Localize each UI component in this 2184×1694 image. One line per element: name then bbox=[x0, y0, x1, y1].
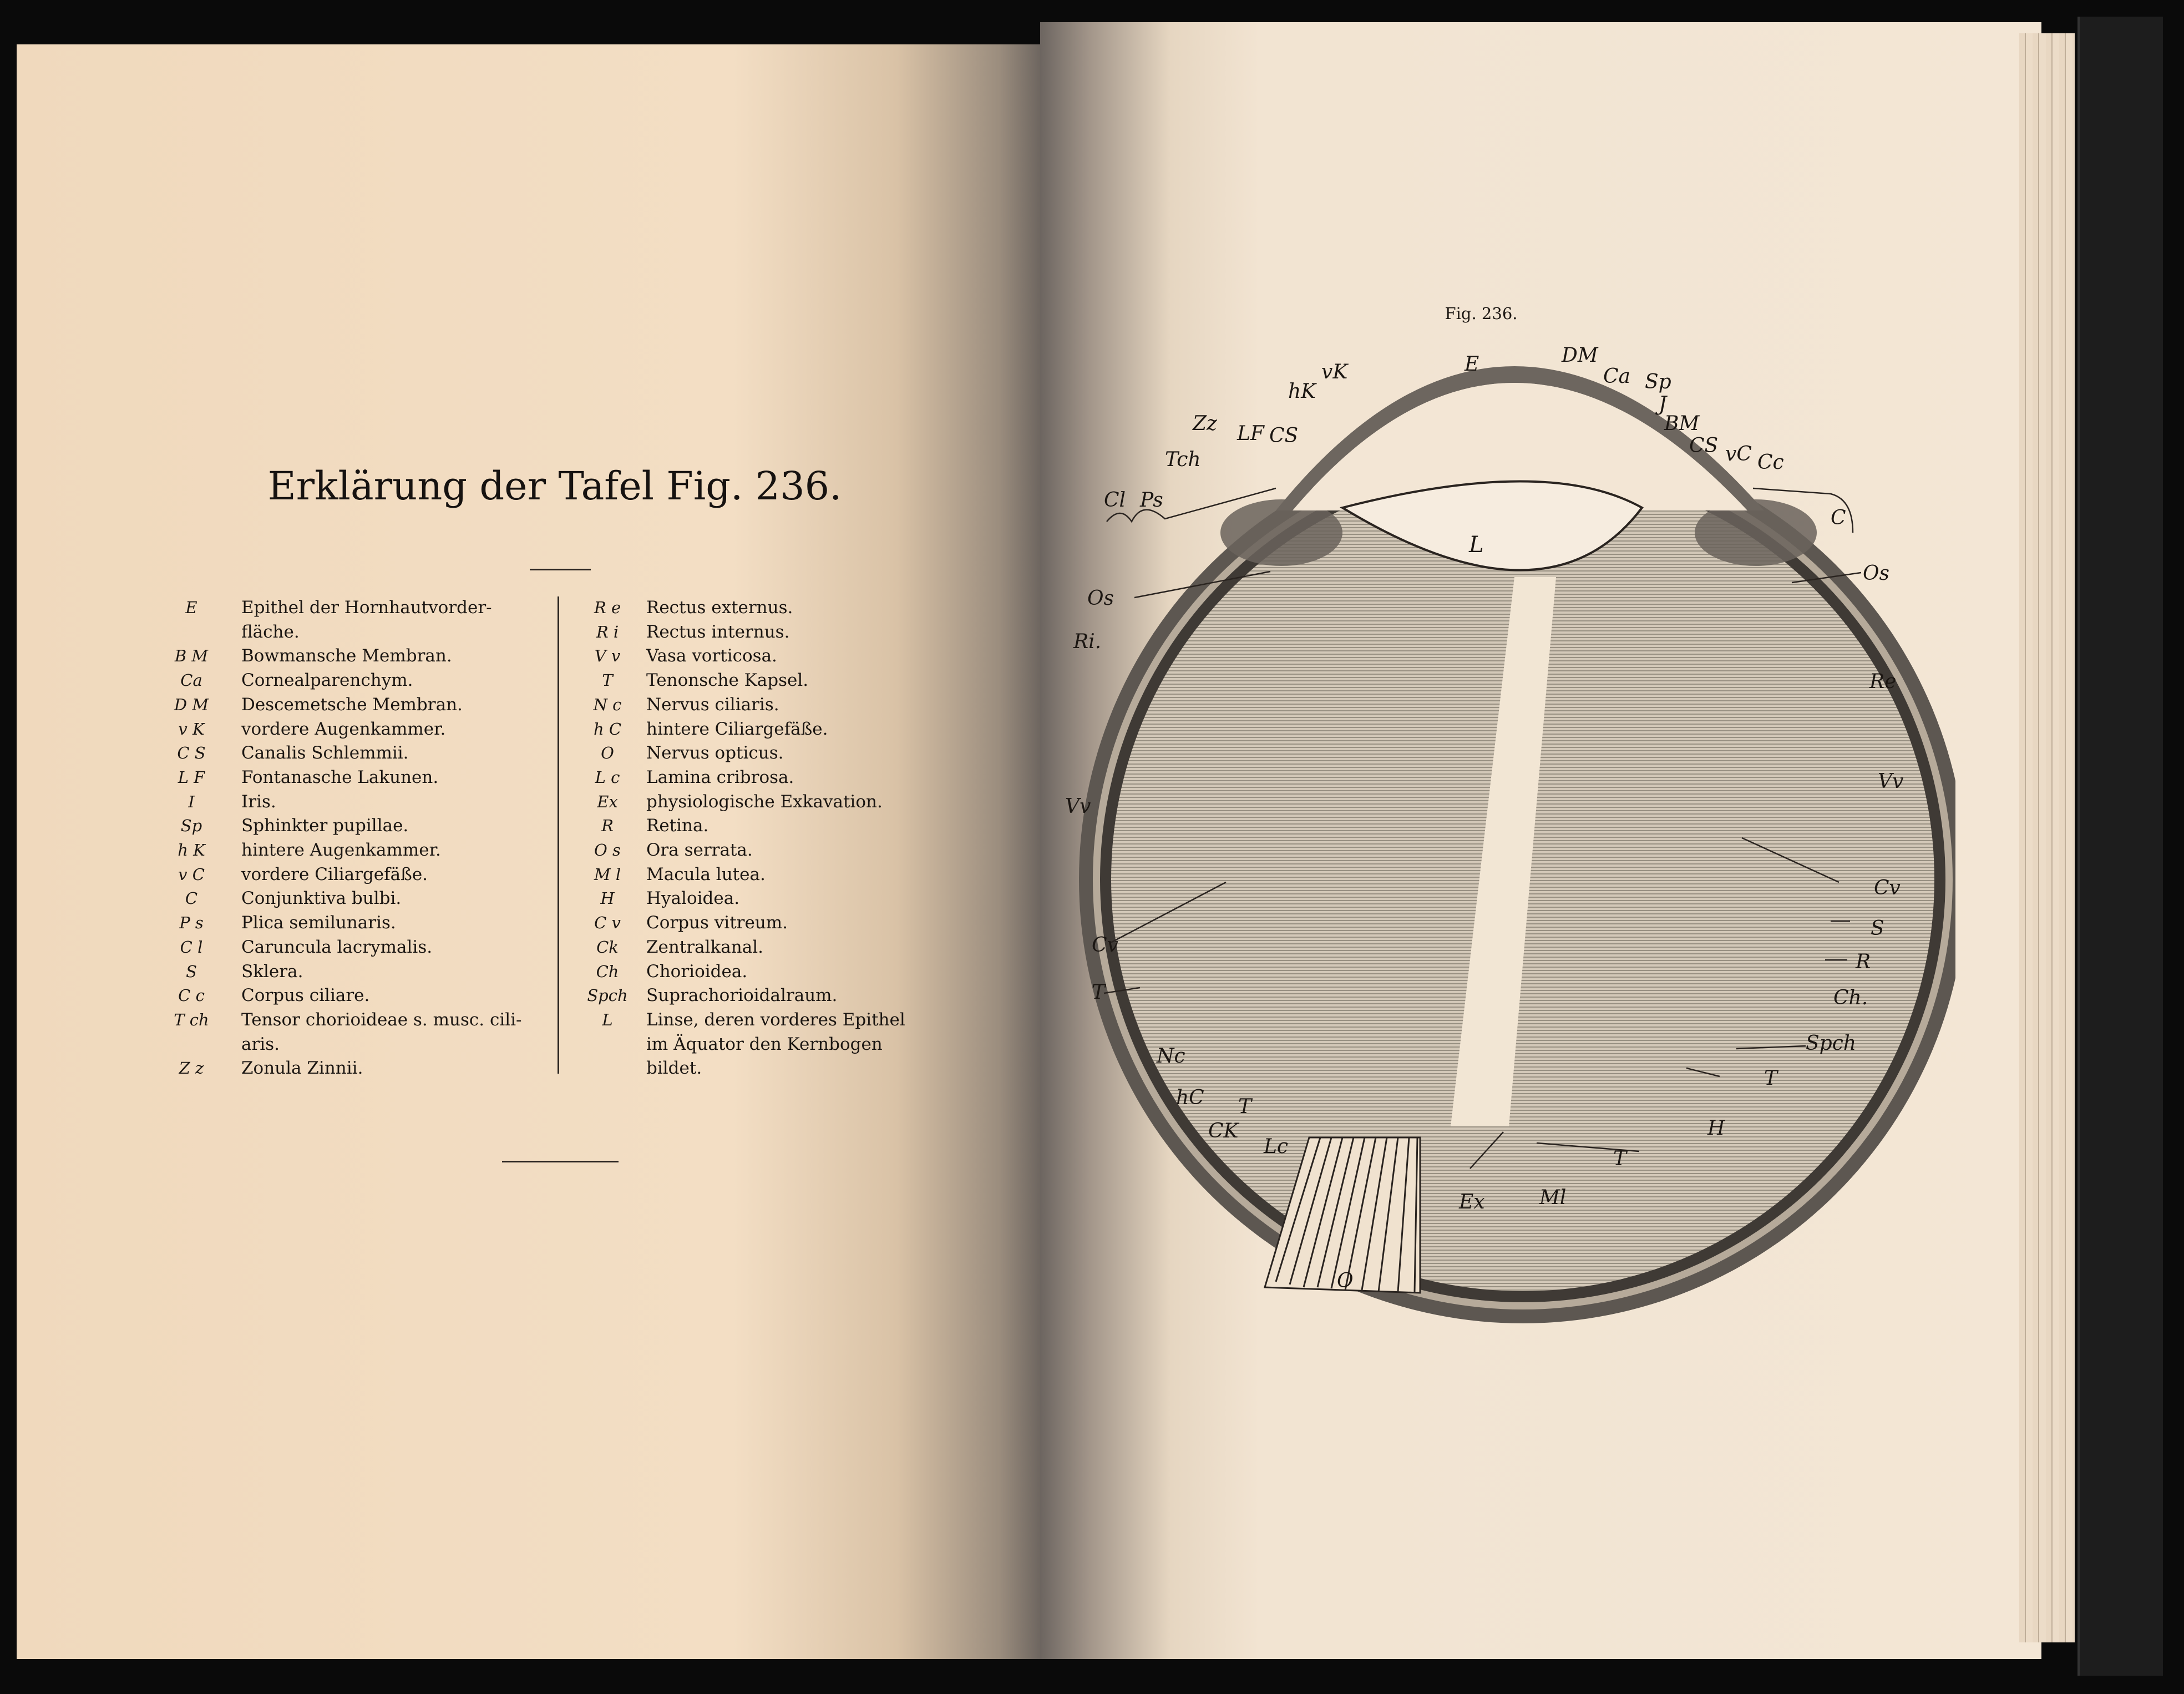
legend-abbreviation: v K bbox=[178, 719, 205, 739]
legend-abbreviation: L bbox=[602, 1010, 613, 1029]
legend-description: Caruncula lacrymalis. bbox=[241, 937, 433, 957]
legend-description: Plica semilunaris. bbox=[241, 913, 396, 933]
label-Ch: Ch. bbox=[1833, 987, 1868, 1009]
legend-description: Lamina cribrosa. bbox=[646, 767, 794, 787]
page-title: Erklärung der Tafel Fig. 236. bbox=[267, 463, 842, 509]
label-DM: DM bbox=[1562, 344, 1598, 367]
legend-abbreviation: Spch bbox=[587, 986, 628, 1005]
label-R: R bbox=[1856, 950, 1871, 973]
label-Vv-right: Vv bbox=[1878, 770, 1904, 793]
label-T-bottom: T bbox=[1613, 1147, 1627, 1170]
label-BM: BM bbox=[1664, 412, 1700, 435]
label-T-lower: T bbox=[1238, 1095, 1252, 1118]
legend-abbreviation: P s bbox=[179, 913, 204, 933]
label-S: S bbox=[1871, 917, 1884, 940]
label-Re: Re bbox=[1869, 670, 1897, 693]
legend-abbreviation: R bbox=[601, 816, 614, 836]
legend-description: Canalis Schlemmii. bbox=[241, 743, 409, 763]
label-H: H bbox=[1707, 1117, 1725, 1140]
legend-description: vordere Ciliargefäße. bbox=[241, 864, 428, 884]
label-Ri: Ri. bbox=[1073, 630, 1102, 653]
label-Tch: Tch bbox=[1165, 448, 1201, 471]
legend-abbreviation: Ex bbox=[597, 792, 618, 811]
legend-abbreviation: L F bbox=[178, 767, 205, 787]
legend-abbreviation: O s bbox=[594, 841, 621, 859]
legend-description: Zonula Zinnii. bbox=[241, 1058, 363, 1079]
legend-description: bildet. bbox=[646, 1058, 702, 1079]
label-Cc: Cc bbox=[1757, 451, 1784, 474]
legend-abbreviation: L c bbox=[595, 767, 620, 787]
legend-description: Retina. bbox=[646, 816, 709, 836]
legend-description: Sklera. bbox=[241, 961, 303, 982]
legend-abbreviation: C c bbox=[178, 986, 205, 1005]
legend-abbreviation: R e bbox=[594, 598, 621, 617]
legend-abbreviation: C v bbox=[594, 913, 621, 933]
title-rule bbox=[530, 569, 591, 570]
legend-description: Rectus internus. bbox=[646, 621, 790, 642]
book-cover bbox=[2077, 17, 2163, 1676]
legend-description: Suprachorioidalraum. bbox=[646, 985, 838, 1006]
label-T-right: T bbox=[1764, 1067, 1778, 1090]
label-Vv-left: Vv bbox=[1065, 795, 1091, 818]
legend-abbreviation: R i bbox=[596, 622, 619, 641]
legend-abbreviation: Sp bbox=[180, 816, 202, 836]
legend-description: Corpus vitreum. bbox=[646, 913, 788, 933]
label-vK: vK bbox=[1321, 361, 1348, 383]
label-hK: hK bbox=[1288, 380, 1316, 403]
label-Spch: Spch bbox=[1806, 1032, 1857, 1055]
legend-abbreviation: H bbox=[600, 889, 615, 908]
label-vC: vC bbox=[1725, 443, 1752, 466]
legend-description: Vasa vorticosa. bbox=[646, 646, 777, 666]
label-L: L bbox=[1469, 532, 1484, 558]
legend-abbreviation: O bbox=[601, 744, 614, 763]
legend-abbreviation: Ch bbox=[596, 962, 619, 981]
legend-abbreviation: I bbox=[188, 792, 195, 811]
legend-abbreviation: N c bbox=[593, 695, 622, 714]
label-Nc: Nc bbox=[1157, 1045, 1185, 1068]
legend-description: hintere Ciliargefäße. bbox=[646, 719, 828, 739]
label-J: J bbox=[1659, 393, 1667, 416]
legend-abbreviation: M l bbox=[594, 864, 621, 884]
legend-description: Nervus ciliaris. bbox=[646, 694, 779, 715]
legend-description: Sphinkter pupillae. bbox=[241, 816, 409, 836]
legend-abbreviation: C S bbox=[177, 744, 206, 763]
label-Os-left: Os bbox=[1087, 587, 1114, 610]
label-Os-right: Os bbox=[1863, 562, 1889, 585]
legend-abbreviation: C bbox=[185, 889, 198, 908]
legend-abbreviation: T ch bbox=[174, 1010, 209, 1029]
label-Cv-right: Cv bbox=[1874, 877, 1901, 899]
legend-description: im Äquator den Kernbogen bbox=[646, 1034, 883, 1054]
label-CK: CK bbox=[1208, 1120, 1239, 1142]
legend-abbreviation: D M bbox=[174, 695, 209, 714]
legend-description: Descemetsche Membran. bbox=[241, 694, 463, 715]
legend-description: Ora serrata. bbox=[646, 840, 753, 860]
label-Zz: Zz bbox=[1193, 412, 1217, 435]
legend-abbreviation: V v bbox=[594, 646, 621, 666]
label-Ps: Ps bbox=[1140, 489, 1163, 512]
label-Lc: Lc bbox=[1264, 1135, 1289, 1158]
label-C: C bbox=[1831, 507, 1846, 529]
legend-description: Linse, deren vorderes Epithel bbox=[646, 1009, 905, 1030]
legend-description: Corpus ciliare. bbox=[241, 985, 370, 1006]
label-Ca: Ca bbox=[1603, 365, 1631, 388]
legend-description: fläche. bbox=[241, 621, 300, 642]
label-O: O bbox=[1337, 1270, 1354, 1292]
legend-description: Bowmansche Membran. bbox=[241, 646, 452, 666]
legend-abbreviation: S bbox=[186, 962, 197, 981]
legend-abbreviation: Ca bbox=[180, 671, 202, 690]
label-Cl: Cl bbox=[1104, 489, 1126, 512]
legend-abbreviation: Ck bbox=[596, 937, 619, 957]
legend-description: Tenonsche Kapsel. bbox=[646, 670, 809, 691]
legend-abbreviation: h K bbox=[178, 841, 205, 859]
figure-caption: Fig. 236. bbox=[1445, 304, 1518, 323]
legend-description: aris. bbox=[241, 1034, 280, 1054]
eye-cross-section-figure bbox=[1040, 327, 1955, 1337]
legend-description: hintere Augenkammer. bbox=[241, 840, 441, 860]
legend-description: Macula lutea. bbox=[646, 864, 766, 884]
legend-description: Cornealparenchym. bbox=[241, 670, 413, 691]
legend-description: Nervus opticus. bbox=[646, 743, 784, 763]
column-divider bbox=[558, 596, 559, 1074]
legend-description: vordere Augenkammer. bbox=[241, 719, 446, 739]
page-edges bbox=[2019, 33, 2075, 1642]
legend-description: Zentralkanal. bbox=[646, 937, 764, 957]
legend-abbreviation: B M bbox=[174, 646, 209, 666]
label-CS-left: CS bbox=[1269, 424, 1299, 447]
legend-description: physiologische Exkavation. bbox=[646, 791, 883, 812]
legend-description: Rectus externus. bbox=[646, 598, 793, 618]
legend-abbreviation: h C bbox=[593, 719, 622, 739]
legend-abbreviation: T bbox=[602, 671, 613, 690]
legend-abbreviation: E bbox=[185, 598, 197, 617]
legend-description: Conjunktiva bulbi. bbox=[241, 888, 402, 909]
legend-abbreviation: v C bbox=[178, 864, 205, 884]
legend-abbreviation: C l bbox=[180, 937, 203, 957]
bottom-rule bbox=[502, 1161, 619, 1162]
legend-description: Iris. bbox=[241, 791, 276, 812]
legend-description: Hyaloidea. bbox=[646, 888, 740, 909]
label-T-left: T bbox=[1092, 981, 1106, 1004]
label-CS-right: CS bbox=[1689, 434, 1719, 457]
legend-description: Tensor chorioideae s. musc. cili- bbox=[241, 1009, 522, 1030]
legend-description: Fontanasche Lakunen. bbox=[241, 767, 439, 787]
label-Ml: Ml bbox=[1539, 1186, 1567, 1209]
legend-description: Epithel der Hornhautvorder- bbox=[241, 598, 492, 618]
label-Sp: Sp bbox=[1645, 371, 1671, 393]
legend-description: Chorioidea. bbox=[646, 961, 748, 982]
label-hC: hC bbox=[1176, 1086, 1204, 1109]
legend-abbreviation: Z z bbox=[179, 1059, 204, 1078]
label-Cv-left: Cv bbox=[1092, 934, 1118, 957]
label-E: E bbox=[1465, 353, 1479, 376]
label-Ex: Ex bbox=[1459, 1191, 1485, 1213]
label-LF: LF bbox=[1237, 422, 1264, 445]
